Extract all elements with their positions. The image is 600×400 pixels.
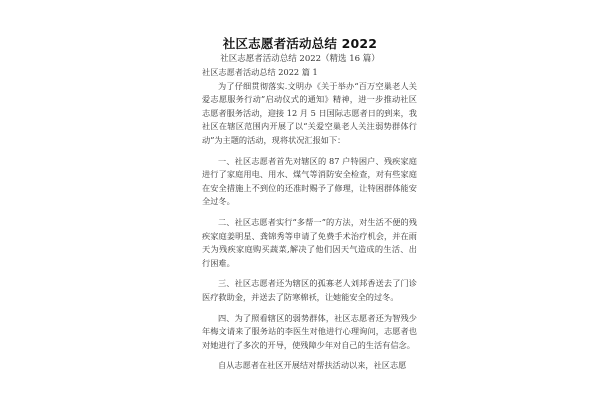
paragraph-3: 三、社区志愿者还为辖区的孤寡老人刘邦香送去了门诊医疗救助金，并送去了防寒棉袄，让她能安全的过冬。 <box>202 278 417 302</box>
paragraph-4: 四、为了照看辖区的弱势群体，社区志愿者还为智残少年梅文请来了服务站的李医生对他进行心理询问，志愿者也对她进行了多次的开导，使残障少年对自己的生活有信念。 <box>202 312 417 350</box>
paragraph-1: 一、社区志愿者首先对辖区的 87 户特困户、残疾家庭进行了家庭用电、用水、煤气等消防安全检查，对有些家庭在安全措施上不到位的还准时赐予了修理，让特困群体能安全过冬。 <box>202 155 417 207</box>
paragraph-5: 自从志愿者在社区开展结对帮扶活动以来，社区志愿 <box>218 360 407 371</box>
paragraph-2: 二、社区志愿者实行“多帮一”的方法，对生活不便的残疾家庭姜明星、龚锦秀等申请了免费手术治疗机会，并在雨天为残疾家庭购买蔬菜,解决了他们因天气造成的生活、出行困难。 <box>202 216 417 268</box>
document-subtitle: 社区志愿者活动总结 2022（精选 16 篇） <box>220 54 380 64</box>
paragraph-intro: 为了仔细贯彻落实.文明办《关于举办“百万空巢老人关爱志愿服务行动”启动仪式的通知》精神，进一步推动社区志愿者服务活动，迎接 12 月 5 日国际志愿者日的到来，我社区在辖区范围内开展了以“关爱空巢老人关注弱势群体行动”为主题的活动，现将状况汇报如下： <box>202 80 417 145</box>
document-title: 社区志愿者活动总结 2022 <box>222 36 378 51</box>
section-heading: 社区志愿者活动总结 2022 篇 1 <box>202 67 318 77</box>
document-body <box>202 66 417 373</box>
